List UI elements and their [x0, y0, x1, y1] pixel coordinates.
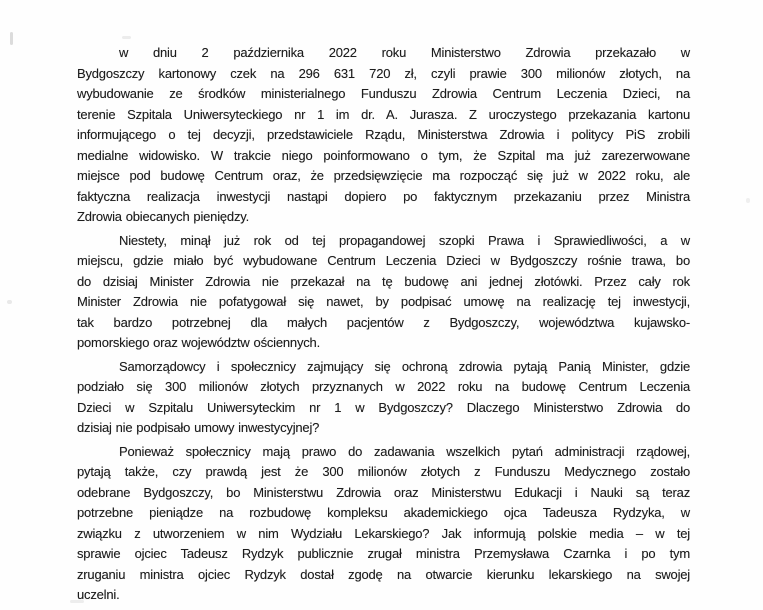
text-line: tak bardzo potrzebnej dla małych pacjentów z Bydgoszczy, województwa kujawsko- — [77, 314, 690, 330]
text-line: Dzieci w Szpitalu Uniwersyteckim nr 1 w Bydgoszczy? Dlaczego Ministerstwo Zdrowia do — [77, 399, 690, 415]
paragraph — [77, 357, 690, 439]
text-line: odebrane Bydgoszczy, bo Ministerstwu Zdrowia oraz Ministerstwu Edukacji i Nauki są teraz — [77, 484, 690, 500]
text-line: informującego o tej decyzji, przedstawiciele Rządu, Ministerstwa Zdrowia i politycy PiS zrobili — [77, 127, 690, 142]
text-line: miejscu, gdzie miało być wybudowane Centrum Leczenia Dzieci w Bydgoszczy rośnie trawa, bo — [77, 253, 690, 268]
text-line: Ponieważ społecznicy mają prawo do zadawania wszelkich pytań administracji rządowej, — [119, 443, 690, 459]
text-line: związku z utworzeniem w nim Wydziału Lekarskiego? Jak informują polskie media – w tej — [77, 525, 690, 541]
paragraph — [77, 43, 690, 228]
text-line: pomorskiego oraz województw ościennych. — [77, 335, 320, 350]
text-line: zruganiu ministra ojciec Rydzyk dostał zgodę na otwarcie kierunku lekarskiego na swojej — [77, 566, 690, 582]
text-line: do dzisiaj Minister Zdrowia nie przekazał na tę budowę ani jednej złotówki. Przez cały rok — [77, 273, 690, 289]
text-line: sprawie ojciec Tadeusz Rydzyk publicznie zrugał ministra Przemysława Czarnka i po tym — [77, 546, 690, 561]
scan-artifact — [7, 300, 12, 304]
text-line: Samorządowcy i społecznicy zajmujący się ochroną zdrowia pytają Panią Minister, gdzie — [119, 358, 690, 374]
scan-artifact — [10, 32, 13, 45]
document-text-block — [77, 43, 690, 609]
scan-artifact — [122, 36, 131, 39]
text-line: uczelni. — [77, 587, 120, 602]
text-line: potrzebne pieniądze na rozbudowę kompleksu akademickiego ojca Tadeusza Rydzyka, w — [77, 505, 690, 520]
text-line: terenie Szpitala Uniwersyteckiego nr 1 im dr. A. Jurasza. Z uroczystego przekazania kartonu — [77, 106, 690, 122]
text-line: wybudowanie ze środków ministerialnego Funduszu Zdrowia Centrum Leczenia Dzieci, na — [77, 86, 690, 101]
text-line: podziało się 300 milionów złotych przyznanych w 2022 roku na budowę Centrum Leczenia — [77, 379, 690, 394]
text-line: w dniu 2 października 2022 roku Ministerstwo Zdrowia przekazało w — [119, 45, 690, 60]
text-line: medialne widowisko. W trakcie niego poinformowano o tym, że Szpital ma już zarezerwowane — [77, 147, 690, 163]
paragraph — [77, 442, 690, 606]
scan-artifact — [746, 198, 750, 203]
text-line: dzisiaj nie podpisało umowy inwestycyjnej? — [77, 420, 320, 435]
paragraph — [77, 231, 690, 354]
text-line: pytają także, czy prawdą jest że 300 milionów złotych z Funduszu Medycznego zostało — [77, 464, 690, 479]
text-line: faktyczna realizacja inwestycji nastąpi dopiero po faktycznym przekazaniu przez Ministra — [77, 188, 690, 204]
text-line: Zdrowia obiecanych pieniędzy. — [77, 209, 250, 224]
text-line: Minister Zdrowia nie pofatygował się nawet, by podpisać umowę na realizację tej inwestycji, — [77, 294, 690, 309]
text-line: miejsce pod budowę Centrum oraz, że przedsięwzięcie ma rozpocząć się już w 2022 roku, ale — [77, 168, 690, 183]
text-line: Bydgoszczy kartonowy czek na 296 631 720 zł, czyli prawie 300 milionów złotych, na — [77, 65, 690, 81]
text-line: Niestety, minął już rok od tej propagandowej szopki Prawa i Sprawiedliwości, a w — [119, 232, 690, 248]
